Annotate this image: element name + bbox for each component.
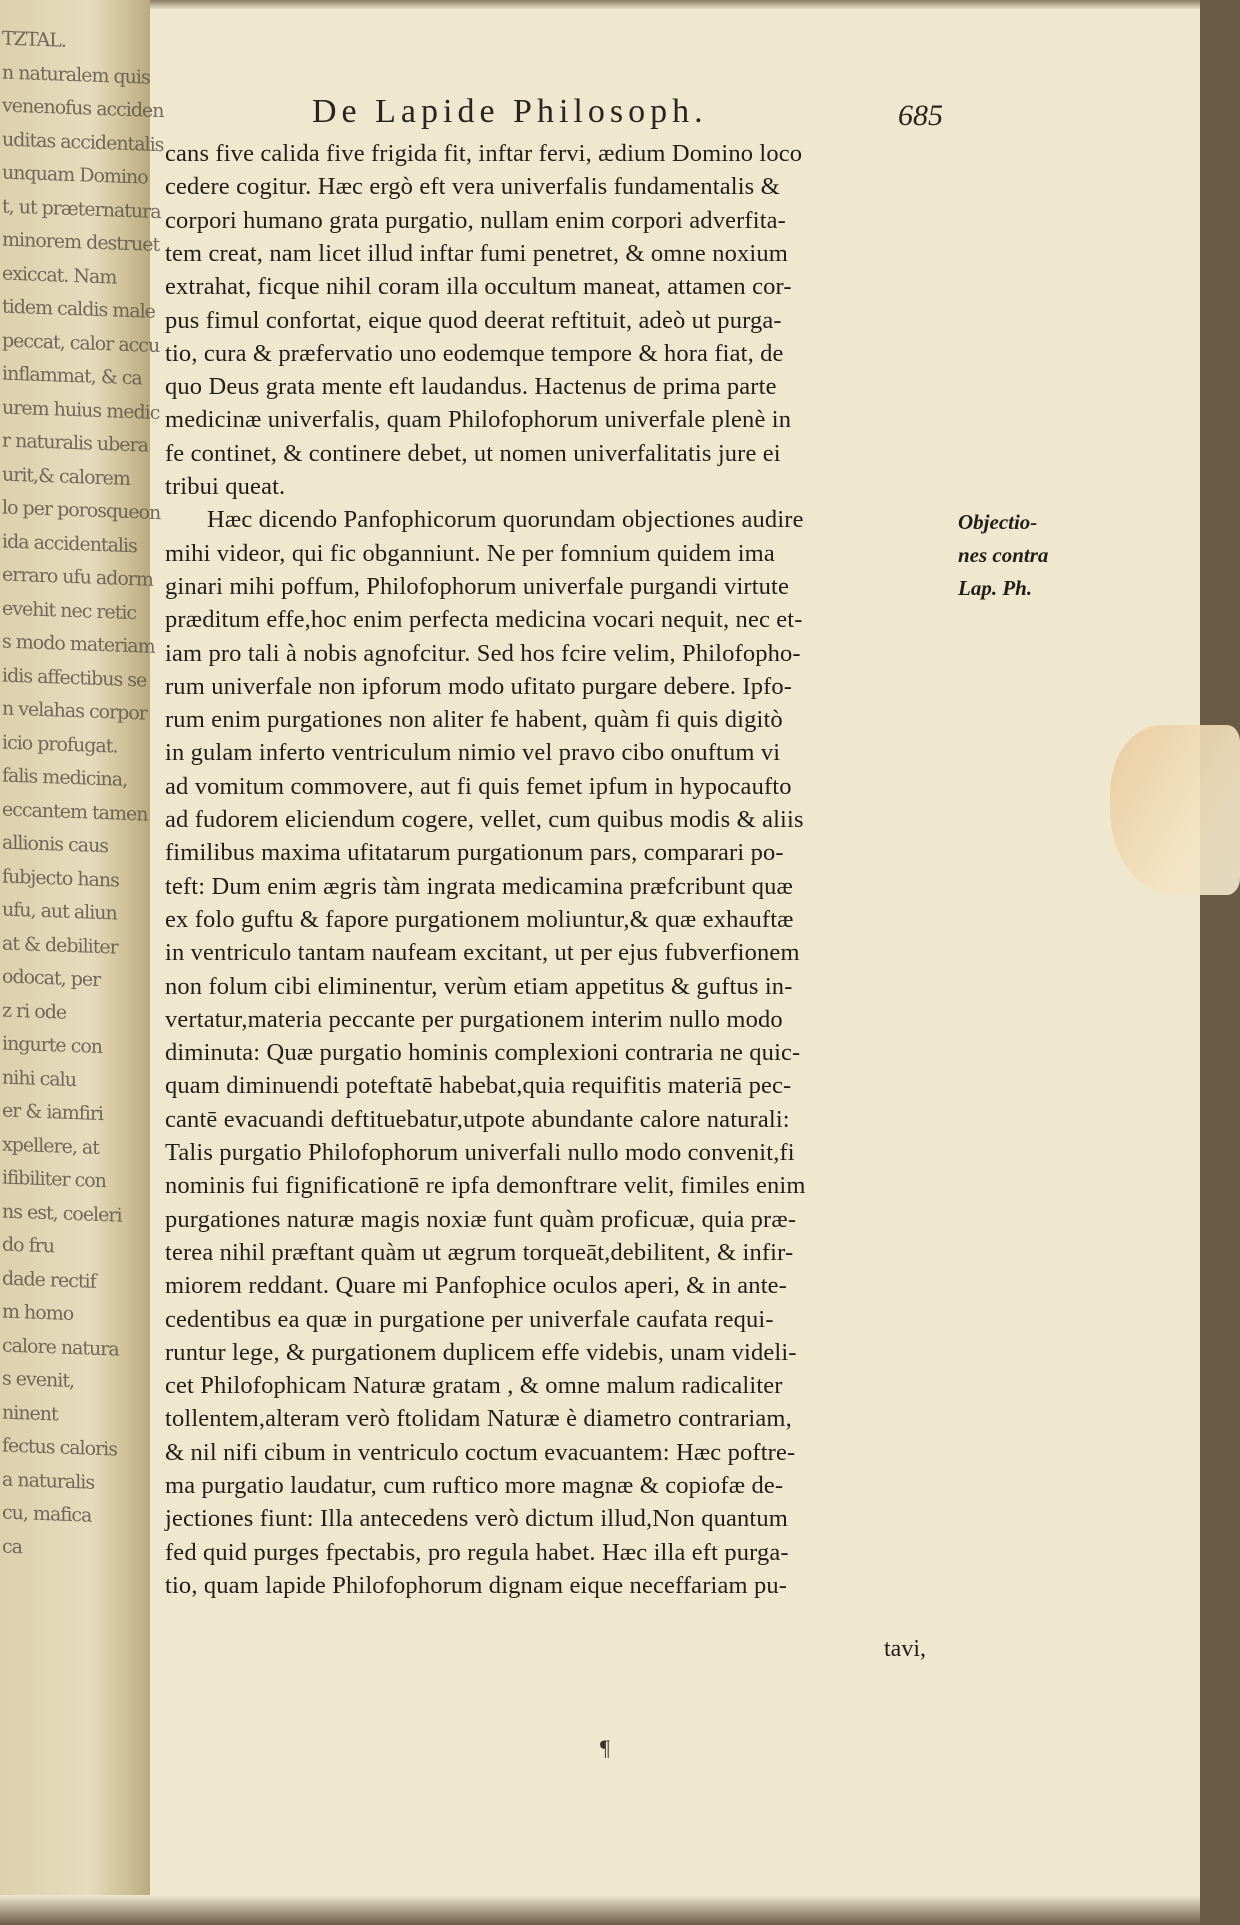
gutter-text-line: xpellere, at — [2, 1133, 99, 1159]
gutter-text-line: dade rectif — [2, 1267, 96, 1293]
text-line: fed quid purges fpectabis, pro regula habet. Hæc illa eft purga- — [165, 1538, 789, 1566]
text-line: quo Deus grata mente eft laudandus. Hactenus de prima parte — [165, 373, 777, 401]
text-line: cedentibus ea quæ in purgatione per univerfale caufata requi- — [165, 1305, 774, 1333]
gutter-text-line: ca — [2, 1535, 22, 1558]
gutter-text-line: n velahas corpor — [2, 697, 147, 725]
signature-mark: ¶ — [600, 1735, 610, 1760]
gutter-text-line: uditas accidentalis — [2, 128, 164, 156]
text-line: fimilibus maxima ufitatarum purgationum pars, comparari po- — [165, 839, 784, 867]
text-line: Hæc dicendo Panfophicorum quorundam objectiones audire — [207, 506, 804, 534]
gutter-text-line: ns est, coeleri — [2, 1200, 122, 1227]
gutter-text-line: venenofus acciden — [2, 94, 164, 123]
gutter-text-line: odocat, per — [2, 965, 101, 991]
text-line: mihi videor, qui fic obganniunt. Ne per fomnium quidem ima — [165, 539, 775, 567]
text-line: quam diminuendi poteftatē habebat,quia requifitis materiā pec- — [165, 1072, 792, 1100]
text-line: cantē evacuandi deftituebatur,utpote abundante calore naturali: — [165, 1105, 790, 1133]
gutter-text-line: calore natura — [2, 1334, 119, 1361]
gutter-text-line: cu, mafica — [2, 1501, 92, 1527]
catchword: tavi, — [884, 1636, 926, 1662]
gutter-text-line: r naturalis ubera — [2, 429, 148, 457]
text-line: tollentem,alteram verò ftolidam Naturæ è diametro contrariam, — [165, 1405, 792, 1433]
gutter-text-line: allionis caus — [2, 831, 109, 858]
gutter-text-line: ifibiliter con — [2, 1166, 106, 1193]
text-line: tio, quam lapide Philofophorum dignam eique neceffariam pu- — [165, 1571, 788, 1599]
margin-note-line: Objectio- — [958, 510, 1038, 534]
gutter-text-line: m homo — [2, 1300, 74, 1326]
text-line: pus fimul confortat, eique quod deerat reftituit, adeò ut purga- — [165, 306, 782, 334]
text-line: & nil nifi cibum in ventriculo coctum evacuantem: Hæc poftre- — [165, 1438, 796, 1466]
text-line: tem creat, nam licet illud inftar fumi penetret, & omne noxium — [165, 239, 788, 267]
gutter-text-line: s modo materiam — [2, 630, 155, 658]
text-line: Talis purgatio Philofophorum univerfali nullo modo convenit,fi — [165, 1139, 795, 1166]
gutter-text-line: minorem destruet — [2, 228, 160, 257]
text-line: præditum effe,hoc enim perfecta medicina vocari nequit, nec et- — [165, 606, 803, 634]
text-line: vertatur,materia peccante per purgationem interim nullo modo — [165, 1005, 783, 1033]
text-line: rum enim purgationes non aliter fe habent, quàm fi quis digitò — [165, 706, 783, 734]
text-line: teft: Dum enim ægris tàm ingrata medicamina præfcribunt quæ — [165, 872, 794, 900]
gutter-text-line: n naturalem quis — [2, 61, 150, 89]
text-line: in gulam inferto ventriculum nimio vel pravo cibo onuftum vi — [165, 739, 781, 767]
gutter-text-line: a naturalis — [2, 1468, 95, 1494]
gutter-text-line: TZTAL. — [2, 27, 66, 52]
text-line: tribui queat. — [165, 473, 286, 500]
gutter-text-line: ingurte con — [2, 1032, 103, 1059]
text-line: runtur lege, & purgationem duplicem effe videbis, unam videli- — [165, 1338, 797, 1366]
text-line: in ventriculo tantam naufeam excitant, ut per ejus fubverfionem — [165, 939, 800, 967]
text-line: terea nihil præftant quàm ut ægrum torqueāt,debilitent, & infir- — [165, 1238, 794, 1266]
text-line: purgationes naturæ magis noxiæ funt quàm proficuæ, quia præ- — [165, 1205, 797, 1233]
gutter-text-line: urem huius medic — [2, 396, 160, 424]
text-line: ma purgatio laudatur, cum ruftico more magnæ & copiofæ de- — [165, 1472, 784, 1499]
gutter-text-line: exiccat. Nam — [2, 262, 117, 289]
text-line: corpori humano grata purgatio, nullam enim corpori adverfita- — [165, 206, 786, 234]
gutter-text-line: lo per porosqueon — [2, 496, 161, 525]
gutter-text-line: s evenit, — [2, 1367, 75, 1393]
text-line: medicinæ univerfalis, quam Philofophorum univerfale plenè in — [165, 406, 792, 434]
text-line: ad vomitum commovere, aut fi quis femet ipfum in hypocaufto — [165, 772, 792, 800]
gutter-text-line: falis medicina, — [2, 764, 128, 791]
gutter-text-line: er & iamfiri — [2, 1099, 104, 1126]
text-line: non folum cibi eliminentur, verùm etiam appetitus & guftus in- — [165, 972, 793, 1000]
running-head: De Lapide Philosoph. — [312, 93, 708, 130]
margin-note-line: nes contra — [958, 543, 1049, 567]
text-line: ad fudorem eliciendum cogere, vellet, cum quibus modis & aliis — [165, 806, 804, 833]
gutter-text-line: at & debiliter — [2, 932, 118, 959]
page-top-edge — [0, 0, 1200, 10]
text-line: cedere cogitur. Hæc ergò eft vera univerfalis fundamentalis & — [165, 173, 780, 201]
text-line: cans five calida five frigida fit, inftar fervi, ædium Domino loco — [165, 140, 803, 167]
gutter-text-line: idis affectibus se — [2, 664, 147, 692]
gutter-text-line: nihi calu — [2, 1066, 76, 1091]
text-line: jectiones fiunt: Illa antecedens verò dictum illud,Non quantum — [165, 1505, 788, 1533]
gutter-text-line: fubjecto hans — [2, 865, 119, 892]
text-line: tio, cura & præfervatio uno eodemque tempore & hora fiat, de — [165, 339, 784, 367]
text-line: iam pro tali à nobis agnofcitur. Sed hos fcire velim, Philofopho- — [165, 639, 801, 667]
gutter-text-line: ninent — [2, 1401, 58, 1425]
facing-page-gutter — [0, 0, 164, 1925]
page-number: 685 — [898, 99, 943, 132]
text-line: ginari mihi poffum, Philofophorum univerfale purgandi virtute — [165, 572, 790, 600]
text-line: rum univerfale non ipforum modo ufitato purgare debere. Ipfo- — [165, 672, 793, 700]
gutter-text-line: peccat, calor accu — [2, 329, 160, 357]
gutter-text-line: t, ut præternatura — [2, 195, 161, 223]
gutter-text-line: tidem caldis male — [2, 295, 155, 323]
page-bottom-edge — [0, 1895, 1200, 1925]
paper-stain — [1110, 725, 1240, 895]
text-line: miorem reddant. Quare mi Panfophice oculos aperi, & in ante- — [165, 1272, 787, 1300]
text-line: nominis fui fignificationē re ipfa demonftrare velit, fimiles enim — [165, 1172, 806, 1200]
gutter-text-line: do fru — [2, 1233, 54, 1258]
text-line: extrahat, ficque nihil coram illa occultum maneat, attamen cor- — [165, 273, 792, 301]
margin-note-line: Lap. Ph. — [958, 576, 1033, 600]
gutter-text-line: z ri ode — [2, 999, 67, 1024]
gutter-text-line: urit,& calorem — [2, 463, 130, 490]
gutter-text-line: erraro ufu adorm — [2, 563, 153, 591]
gutter-text-line: eccantem tamen — [2, 798, 148, 826]
gutter-text-line: ida accidentalis — [2, 530, 137, 557]
gutter-text-line: inflammat, & ca — [2, 362, 142, 390]
gutter-text-line: ufu, aut aliun — [2, 898, 117, 925]
text-line: cet Philofophicam Naturæ gratam , & omne malum radicaliter — [165, 1372, 783, 1400]
text-line: ex folo guftu & fapore purgationem moliuntur,& quæ exhauftæ — [165, 905, 794, 933]
text-line: diminuta: Quæ purgatio hominis complexioni contraria ne quic- — [165, 1039, 801, 1067]
gutter-text-line: unquam Domino — [2, 161, 148, 189]
gutter-text-line: icio profugat. — [2, 731, 118, 758]
text-line: fe continet, & continere debet, ut nomen univerfalitatis jure ei — [165, 439, 781, 467]
gutter-text-line: fectus caloris — [2, 1434, 117, 1461]
gutter-text-line: evehit nec retic — [2, 597, 137, 624]
